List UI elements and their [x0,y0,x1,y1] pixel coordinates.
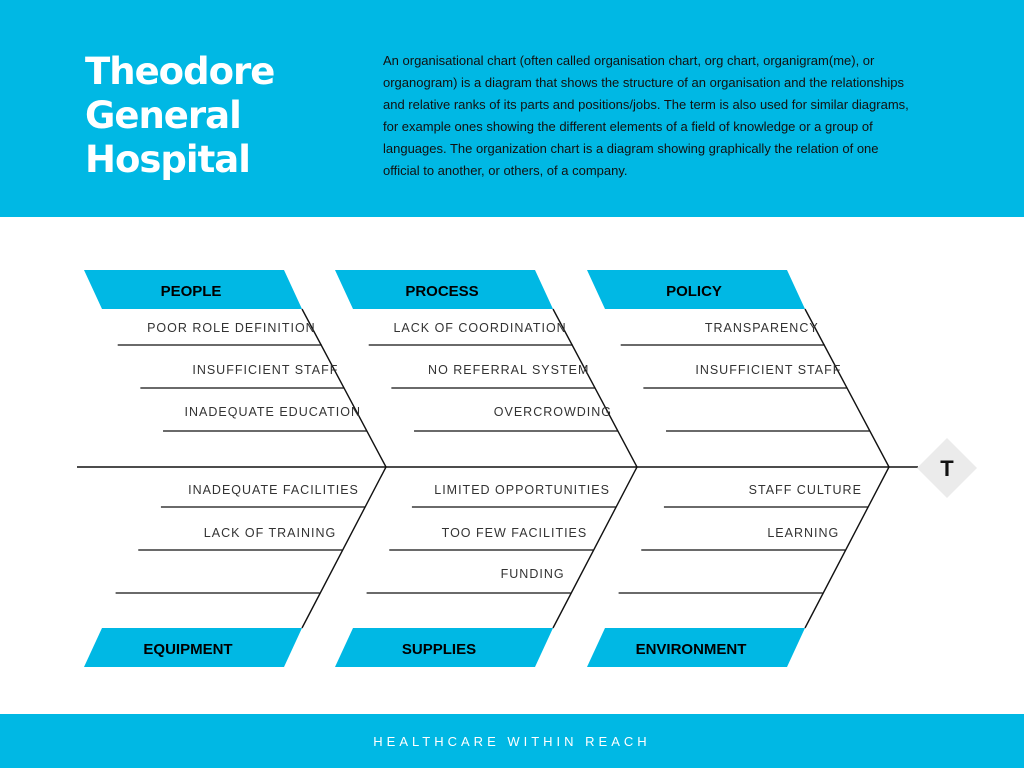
category-label-people: PEOPLE [160,283,222,300]
cause-label: INSUFFICIENT STAFF [192,363,339,377]
cause-label: FUNDING [500,567,565,581]
category-label-policy: POLICY [666,283,722,300]
page-title [85,50,345,182]
cause-label: TRANSPARENCY [704,321,819,335]
cause-label: OVERCROWDING [493,405,613,419]
cause-label: LIMITED OPPORTUNITIES [434,483,610,497]
cause-label: POOR ROLE DEFINITION [147,321,316,335]
category-label-process: PROCESS [405,283,479,300]
cause-label: LACK OF TRAINING [203,526,337,540]
cause-label: TOO FEW FACILITIES [441,526,588,540]
cause-label: STAFF CULTURE [748,483,862,497]
cause-label: LACK OF COORDINATION [393,321,567,335]
footer-tagline: HEALTHCARE WITHIN REACH [373,734,651,749]
title-line-1: Theodore [85,50,275,93]
title-line-3: Hospital [85,138,250,181]
cause-label: INSUFFICIENT STAFF [695,363,842,377]
cause-label: LEARNING [767,526,840,540]
title-line-2: General [85,94,241,137]
category-label-environment: ENVIRONMENT [635,641,747,658]
fishbone-svg [0,217,1024,714]
category-label-supplies: SUPPLIES [401,641,477,658]
header-banner [0,0,1024,217]
cause-label: INADEQUATE FACILITIES [188,483,359,497]
description-text: An organisational chart (often called organisation chart, org chart, organigram(me), or organogram) is a diagram that shows the structure of an organisation and the relationships and relative ranks of its parts and positions/jobs. The term is also used for similar diagrams, for example ones showing the different elements of a field of knowledge or a group of languages. The organization chart is a diagram showing graphically the relation of one official to another, or others, of a company. [383,53,909,178]
category-label-equipment: EQUIPMENT [143,641,233,658]
cause-label: INADEQUATE EDUCATION [184,405,362,419]
footer-banner [0,714,1024,768]
fishbone-diagram [0,217,1024,714]
cause-label: NO REFERRAL SYSTEM [428,363,590,377]
effect-label: T [940,456,954,481]
